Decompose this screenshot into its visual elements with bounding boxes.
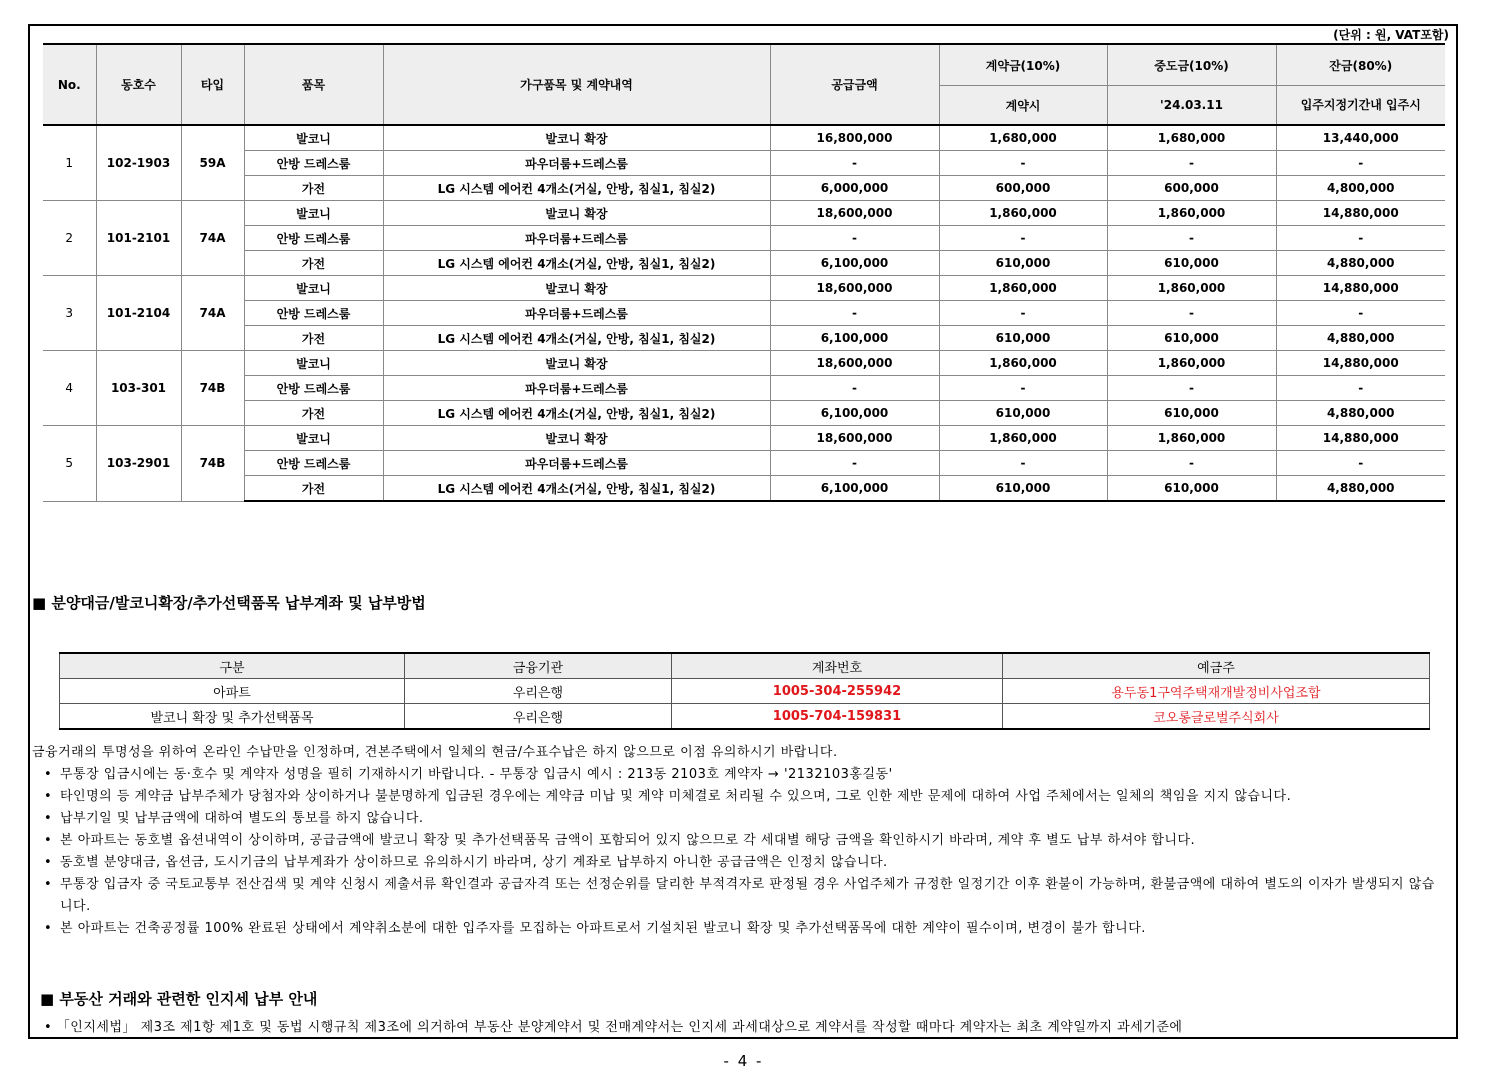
account-category: 발코니 확장 및 추가선택품목 (60, 704, 405, 730)
stamp-tax-notice: • 「인지세법」 제3조 제1항 제1호 및 동법 시행규칙 제3조에 의거하여 부동산 분양계약서 및 전매계약서는 인지세 과세대상으로 계약서를 작성할 때마다 계약자는 최초 계약일까지 과세기준에 (44, 1020, 1183, 1035)
row-balance: 14,880,000 (1276, 426, 1445, 451)
account-header-holder: 예금주 (1003, 653, 1430, 679)
table-row (43, 351, 1445, 376)
account-bank: 우리은행 (405, 679, 672, 704)
row-item: 가전 (244, 401, 383, 426)
row-item: 가전 (244, 251, 383, 276)
row-content: LG 시스템 에어컨 4개소(거실, 안방, 침실1, 침실2) (383, 401, 770, 426)
table-row (43, 451, 1445, 476)
bullet-icon: • (44, 811, 53, 826)
row-type: 74B (181, 351, 244, 426)
row-middle: 610,000 (1107, 401, 1276, 426)
row-deposit: 600,000 (939, 176, 1107, 201)
section-title-stamp-tax: ■ 부동산 거래와 관련한 인지세 납부 안내 (40, 990, 318, 1008)
header-balance-sub: 입주지정기간내 입주시 (1276, 86, 1445, 126)
row-supply: 6,000,000 (770, 176, 939, 201)
table-row (43, 476, 1445, 502)
table-row (43, 401, 1445, 426)
header-balance: 잔금(80%) (1276, 44, 1445, 86)
row-deposit: 610,000 (939, 251, 1107, 276)
header-item: 품목 (244, 44, 383, 125)
header-no: No. (43, 44, 96, 125)
row-middle: - (1107, 301, 1276, 326)
row-content: 발코니 확장 (383, 426, 770, 451)
notice-text: 동호별 분양대금, 옵션금, 도시기금의 납부계좌가 상이하므로 유의하시기 바라며, 상기 계좌로 납부하지 아니한 공급금액은 인정치 않습니다. (60, 855, 888, 870)
row-balance: - (1276, 151, 1445, 176)
notice-item (44, 852, 1442, 874)
row-content: 발코니 확장 (383, 276, 770, 301)
row-balance: 14,880,000 (1276, 201, 1445, 226)
header-middle-sub: '24.03.11 (1107, 86, 1276, 126)
row-deposit: - (939, 301, 1107, 326)
row-item: 발코니 (244, 426, 383, 451)
row-unit: 103-301 (96, 351, 181, 426)
account-table (59, 652, 1430, 730)
row-middle: 1,860,000 (1107, 351, 1276, 376)
header-content: 가구품목 및 계약내역 (383, 44, 770, 125)
account-row (60, 704, 1430, 730)
table-row (43, 276, 1445, 301)
row-middle: 600,000 (1107, 176, 1276, 201)
row-content: 파우더룸+드레스룸 (383, 301, 770, 326)
row-supply: 18,600,000 (770, 201, 939, 226)
row-item: 발코니 (244, 201, 383, 226)
table-row (43, 251, 1445, 276)
row-balance: 13,440,000 (1276, 125, 1445, 151)
row-middle: - (1107, 451, 1276, 476)
row-content: LG 시스템 에어컨 4개소(거실, 안방, 침실1, 침실2) (383, 251, 770, 276)
row-middle: 610,000 (1107, 251, 1276, 276)
row-supply: 6,100,000 (770, 326, 939, 351)
row-item: 안방 드레스룸 (244, 451, 383, 476)
unit-note: (단위 : 원, VAT포함) (1333, 28, 1449, 42)
row-item: 가전 (244, 176, 383, 201)
row-content: 파우더룸+드레스룸 (383, 451, 770, 476)
header-unit: 동호수 (96, 44, 181, 125)
row-middle: - (1107, 226, 1276, 251)
row-unit: 101-2101 (96, 201, 181, 276)
row-no: 5 (43, 426, 96, 502)
table-row (43, 201, 1445, 226)
account-category: 아파트 (60, 679, 405, 704)
account-holder: 용두동1구역주택재개발정비사업조합 (1003, 679, 1430, 704)
row-content: 발코니 확장 (383, 201, 770, 226)
row-supply: 18,600,000 (770, 426, 939, 451)
row-type: 59A (181, 125, 244, 201)
row-content: 파우더룸+드레스룸 (383, 151, 770, 176)
row-supply: 6,100,000 (770, 401, 939, 426)
account-header-row (60, 653, 1430, 679)
bullet-icon: • (44, 789, 53, 804)
row-supply: - (770, 301, 939, 326)
account-header-number: 계좌번호 (672, 653, 1003, 679)
bullet-icon: • (44, 767, 53, 782)
table-row (43, 176, 1445, 201)
row-unit: 101-2104 (96, 276, 181, 351)
table-row (43, 301, 1445, 326)
notice-text: 무통장 입금시에는 동·호수 및 계약자 성명을 필히 기재하시기 바랍니다. - 무통장 입금시 예시 : 213동 2103호 계약자 → '2132103홍길동' (60, 767, 893, 782)
row-content: 발코니 확장 (383, 125, 770, 151)
row-supply: 6,100,000 (770, 476, 939, 502)
notice-text: 본 아파트는 건축공정률 100% 완료된 상태에서 계약취소분에 대한 입주자를 모집하는 아파트로서 기설치된 발코니 확장 및 추가선택품목에 대한 계약이 필수이며, 변경이 불가 합니다. (60, 921, 1146, 936)
row-deposit: 1,860,000 (939, 426, 1107, 451)
table-row (43, 151, 1445, 176)
row-no: 3 (43, 276, 96, 351)
row-balance: 4,880,000 (1276, 326, 1445, 351)
row-deposit: - (939, 226, 1107, 251)
account-holder: 코오롱글로벌주식회사 (1003, 704, 1430, 730)
row-no: 2 (43, 201, 96, 276)
row-supply: 18,600,000 (770, 351, 939, 376)
row-content: LG 시스템 에어컨 4개소(거실, 안방, 침실1, 침실2) (383, 326, 770, 351)
row-deposit: 1,680,000 (939, 125, 1107, 151)
row-balance: 14,880,000 (1276, 276, 1445, 301)
row-type: 74A (181, 276, 244, 351)
notice-list (32, 764, 1442, 940)
row-middle: 610,000 (1107, 476, 1276, 502)
row-deposit: 610,000 (939, 476, 1107, 502)
row-type: 74A (181, 201, 244, 276)
row-item: 안방 드레스룸 (244, 376, 383, 401)
row-balance: - (1276, 376, 1445, 401)
notice-item (44, 874, 1442, 918)
bullet-icon: • (44, 855, 53, 870)
account-number: 1005-304-255942 (672, 679, 1003, 704)
header-type: 타입 (181, 44, 244, 125)
row-balance: 14,880,000 (1276, 351, 1445, 376)
row-unit: 102-1903 (96, 125, 181, 201)
row-supply: - (770, 451, 939, 476)
row-item: 발코니 (244, 276, 383, 301)
account-header-category: 구분 (60, 653, 405, 679)
row-item: 가전 (244, 476, 383, 502)
row-middle: 1,860,000 (1107, 426, 1276, 451)
row-middle: 1,860,000 (1107, 276, 1276, 301)
notice-item (44, 786, 1442, 808)
row-deposit: 610,000 (939, 401, 1107, 426)
row-balance: - (1276, 451, 1445, 476)
bullet-icon: • (44, 877, 53, 892)
row-middle: 1,680,000 (1107, 125, 1276, 151)
account-header-bank: 금융기관 (405, 653, 672, 679)
notice-item (44, 808, 1442, 830)
row-balance: 4,880,000 (1276, 476, 1445, 502)
row-balance: 4,880,000 (1276, 401, 1445, 426)
row-supply: - (770, 151, 939, 176)
payment-notice (32, 742, 1442, 940)
table-row (43, 125, 1445, 151)
row-no: 4 (43, 351, 96, 426)
row-middle: 610,000 (1107, 326, 1276, 351)
row-deposit: - (939, 451, 1107, 476)
row-item: 발코니 (244, 351, 383, 376)
row-supply: - (770, 376, 939, 401)
header-deposit-sub: 계약시 (939, 86, 1107, 126)
row-balance: 4,880,000 (1276, 251, 1445, 276)
row-content: 발코니 확장 (383, 351, 770, 376)
row-middle: 1,860,000 (1107, 201, 1276, 226)
header-supply: 공급금액 (770, 44, 939, 125)
row-supply: 18,600,000 (770, 276, 939, 301)
table-row (43, 376, 1445, 401)
row-deposit: 1,860,000 (939, 351, 1107, 376)
option-price-table (43, 43, 1445, 502)
row-no: 1 (43, 125, 96, 201)
bullet-icon: • (44, 833, 53, 848)
account-bank: 우리은행 (405, 704, 672, 730)
account-number: 1005-704-159831 (672, 704, 1003, 730)
table-row (43, 426, 1445, 451)
row-deposit: 1,860,000 (939, 276, 1107, 301)
row-item: 안방 드레스룸 (244, 301, 383, 326)
row-supply: 16,800,000 (770, 125, 939, 151)
bullet-icon: • (44, 921, 53, 936)
row-content: 파우더룸+드레스룸 (383, 226, 770, 251)
row-middle: - (1107, 376, 1276, 401)
row-item: 안방 드레스룸 (244, 226, 383, 251)
row-deposit: 1,860,000 (939, 201, 1107, 226)
row-item: 발코니 (244, 125, 383, 151)
notice-text: 타인명의 등 계약금 납부주체가 당첨자와 상이하거나 불분명하게 입금된 경우에는 계약금 미납 및 계약 미체결로 처리될 수 있으며, 그로 인한 제반 문제에 대하여 사업 주체에서는 일체의 책임을 지지 않습니다. (60, 789, 1292, 804)
row-balance: - (1276, 226, 1445, 251)
row-middle: - (1107, 151, 1276, 176)
notice-text: 무통장 입금자 중 국토교통부 전산검색 및 계약 신청시 제출서류 확인결과 공급자격 또는 선정순위를 달리한 부적격자로 판정될 경우 사업주체가 규정한 일정기간 이후 환불이 가능하며, 환불금액에 대하여 별도의 이자가 발생되지 않습니다. (60, 877, 1435, 914)
row-balance: 4,800,000 (1276, 176, 1445, 201)
notice-text: 본 아파트는 동호별 옵션내역이 상이하며, 공급금액에 발코니 확장 및 추가선택품목 금액이 포함되어 있지 않으므로 각 세대별 해당 금액을 확인하시기 바라며, 계약 후 별도 납부 하셔야 합니다. (60, 833, 1196, 848)
section-title-payment-accounts: ■ 분양대금/발코니확장/추가선택품목 납부계좌 및 납부방법 (32, 594, 426, 612)
notice-text: 납부기일 및 납부금액에 대하여 별도의 통보를 하지 않습니다. (60, 811, 424, 826)
table-header-row (43, 44, 1445, 86)
row-supply: 6,100,000 (770, 251, 939, 276)
notice-item (44, 830, 1442, 852)
header-deposit: 계약금(10%) (939, 44, 1107, 86)
row-unit: 103-2901 (96, 426, 181, 502)
row-content: 파우더룸+드레스룸 (383, 376, 770, 401)
row-item: 안방 드레스룸 (244, 151, 383, 176)
header-middle: 중도금(10%) (1107, 44, 1276, 86)
row-item: 가전 (244, 326, 383, 351)
row-supply: - (770, 226, 939, 251)
notice-item (44, 918, 1442, 940)
row-type: 74B (181, 426, 244, 502)
notice-item (44, 764, 1442, 786)
row-deposit: 610,000 (939, 326, 1107, 351)
row-content: LG 시스템 에어컨 4개소(거실, 안방, 침실1, 침실2) (383, 176, 770, 201)
row-deposit: - (939, 151, 1107, 176)
row-deposit: - (939, 376, 1107, 401)
table-row (43, 226, 1445, 251)
page-number: - 4 - (723, 1052, 764, 1070)
notice-intro: 금융거래의 투명성을 위하여 온라인 수납만을 인정하며, 견본주택에서 일체의 현금/수표수납은 하지 않으므로 이점 유의하시기 바랍니다. (32, 745, 838, 760)
row-content: LG 시스템 에어컨 4개소(거실, 안방, 침실1, 침실2) (383, 476, 770, 502)
account-row (60, 679, 1430, 704)
row-balance: - (1276, 301, 1445, 326)
table-row (43, 326, 1445, 351)
